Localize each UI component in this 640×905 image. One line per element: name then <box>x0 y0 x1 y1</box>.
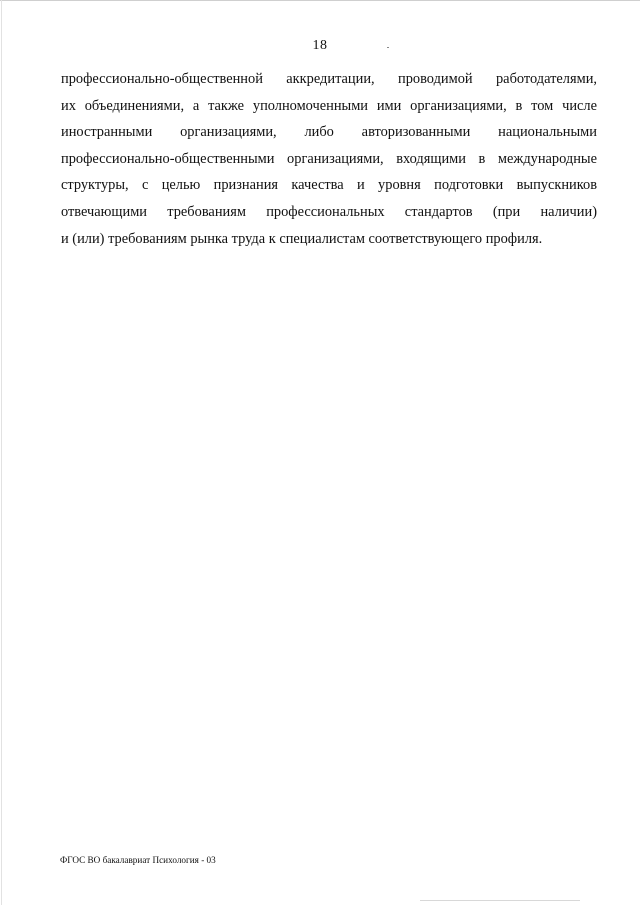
paragraph-line: иностранными организациями, либо авторизованными национальными <box>61 124 597 141</box>
paragraph-line: структуры, с целью признания качества и уровня подготовки выпускников <box>61 177 597 194</box>
paragraph-line: профессионально-общественной аккредитации, проводимой работодателями, <box>61 71 597 87</box>
scan-speck <box>387 47 389 48</box>
document-footer: ФГОС ВО бакалавриат Психология - 03 <box>60 855 216 865</box>
page-number: 18 <box>312 38 328 53</box>
paragraph-line: и (или) требованиям рынка труда к специалистам соответствующего профиля. <box>61 230 543 247</box>
body-paragraph <box>61 66 597 252</box>
paragraph-line: профессионально-общественными организациями, входящими в международные <box>61 150 597 167</box>
paragraph-line: их объединениями, а также уполномоченными ими организациями, в том числе <box>61 97 597 114</box>
page-bottom-edge <box>420 900 580 901</box>
page-left-edge <box>1 0 2 905</box>
paragraph-line: отвечающими требованиям профессиональных стандартов (при наличии) <box>61 203 597 220</box>
page-top-edge <box>0 0 640 1</box>
